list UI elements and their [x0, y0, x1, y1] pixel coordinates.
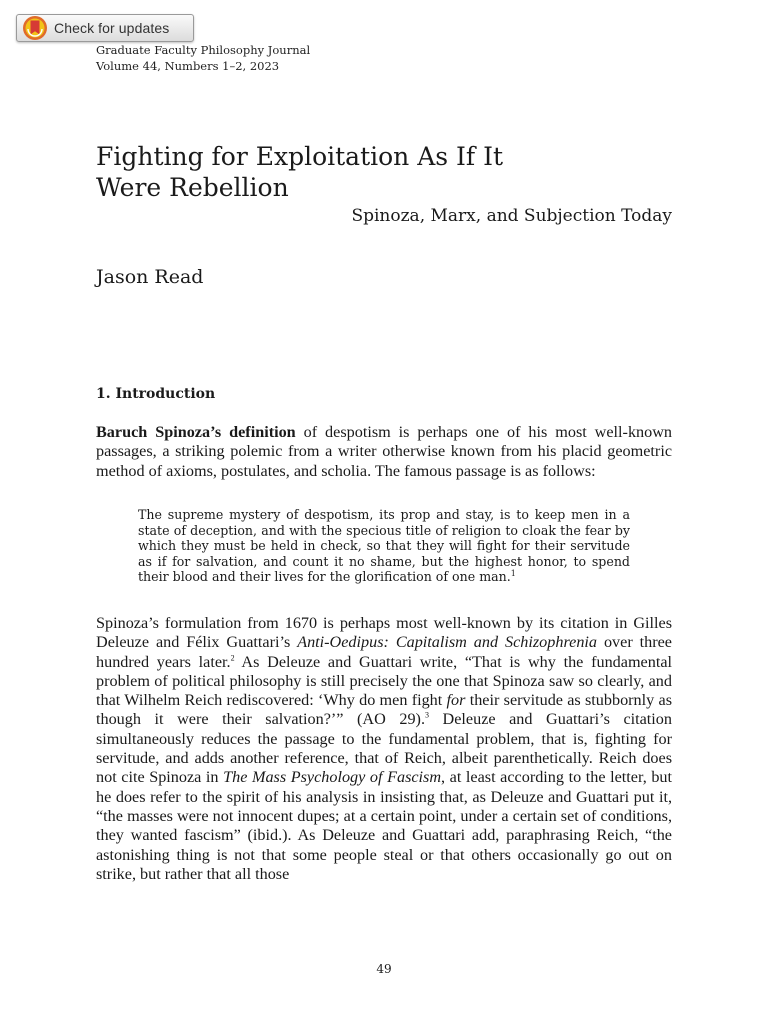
body-text: As Deleuze and Guattari write, “That is why the fundamental problem of political philosophy is still precisely the one that Spinoza saw so clearly, and that Wilhelm Reich rediscovered: ‘Why do men fight: [96, 652, 673, 710]
footnote-ref-3[interactable]: 3: [425, 711, 429, 721]
journal-name: Graduate Faculty Philosophy Journal: [96, 43, 311, 57]
emphasis-for: for: [446, 691, 466, 710]
article-title: [96, 141, 676, 203]
check-for-updates-label: Check for updates: [54, 20, 170, 36]
body-text: over three hundred years later.: [96, 633, 672, 671]
block-quote: [138, 507, 630, 585]
journal-volume: Volume 44, Numbers 1–2, 2023: [96, 58, 280, 73]
body-paragraph: [96, 614, 672, 884]
block-quote-text: The supreme mystery of despotism, its prop and stay, is to keep men in a state of deception, and with the specious title of religion to cloak the fear by which they must be held in check, so that they will fight for their servitude as if for salvation, and count it no shame, but the highest honor, to spend their blood and their lives for the glorification of one man.: [138, 507, 630, 585]
footnote-ref-1[interactable]: 1: [510, 569, 516, 579]
intro-paragraph: [96, 423, 672, 481]
body-text: their servitude as stubbornly as though it were their salvation?’” (AO 29).: [96, 691, 672, 729]
page-number: 49: [376, 962, 392, 976]
journal-header: [96, 43, 310, 74]
check-for-updates-button[interactable]: [16, 14, 194, 42]
body-text: Deleuze and Guattari’s citation simultaneously reduces the passage to the fundamental problem, that is, fighting for servitude, and adds another reference, that of Reich, albeit parenthetically. Reich does not cite Spinoza in: [96, 710, 672, 787]
body-text: Spinoza’s formulation from 1670 is perhaps most well-known by its citation in Gilles Deleuze and Félix Guattari’s: [96, 614, 672, 652]
article-title-line-1: Fighting for Exploitation As If It: [96, 142, 504, 171]
article-title-line-2: Were Rebellion: [96, 173, 289, 202]
footnote-ref-2[interactable]: 2: [230, 653, 235, 663]
article-subtitle: Spinoza, Marx, and Subjection Today: [351, 206, 672, 226]
book-title-mass-psychology: The Mass Psychology of Fascism: [223, 768, 442, 787]
section-heading: 1. Introduction: [96, 386, 216, 402]
body-text: , at least according to the letter, but he does refer to the spirit of his analysis in insisting that, as Deleuze and Guattari put it, “the masses were not innocent dupes; at a certain point, under a certain set of conditions, they wanted fascism” (ibid.). As Deleuze and Guattari add, paraphrasing Reich, “the astonishing thing is not that some people steal or that others occasionally go out on strike, but rather that all those: [96, 768, 672, 883]
book-title-anti-oedipus: Anti-Oedipus: Capitalism and Schizophrenia: [297, 633, 598, 652]
intro-text: of despotism is perhaps one of his most well-known passages, a striking polemic from a writer otherwise known from his placid geometric method of axioms, postulates, and scholia. The famous passage is as follows:: [96, 423, 673, 480]
author-name: Jason Read: [96, 266, 204, 288]
intro-lead-bold: Baruch Spinoza’s definition: [96, 423, 296, 441]
crossmark-update-icon: [22, 15, 48, 41]
